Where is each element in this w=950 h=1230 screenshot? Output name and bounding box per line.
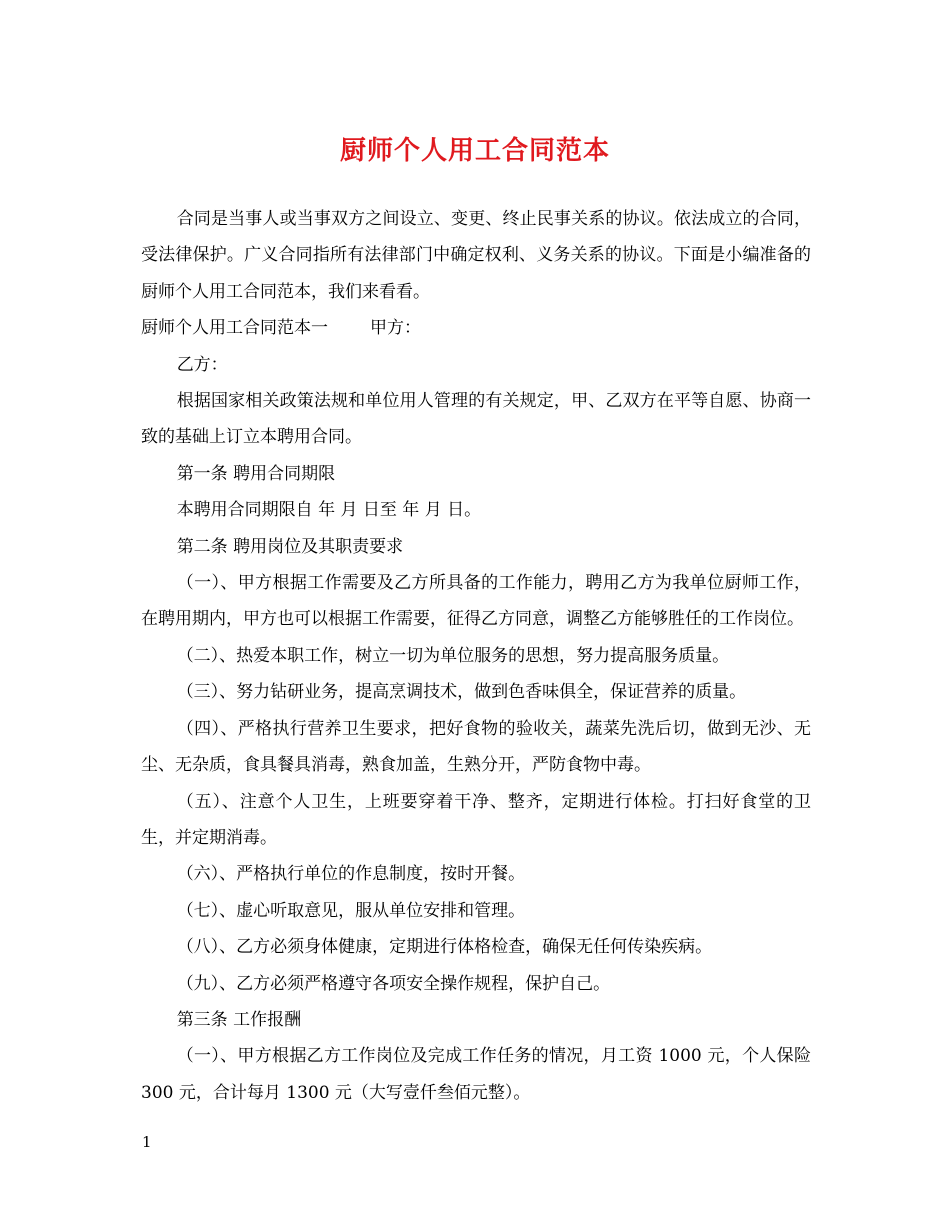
article-2-item: （八）、乙方必须身体健康，定期进行体格检查，确保无任何传染疾病。 — [176, 937, 713, 958]
section-heading-line — [141, 310, 811, 346]
article-2-item: （三）、努力钻研业务，提高烹调技术，做到色香味俱全，保证营养的质量。 — [176, 682, 747, 703]
party-a-label: 甲方： — [370, 318, 421, 339]
document-body — [141, 201, 811, 1111]
party-b-label: 乙方： — [176, 354, 228, 375]
article-2-title: 第二条 聘用岗位及其职责要求 — [176, 536, 404, 557]
article-1-title: 第一条 聘用合同期限 — [176, 463, 336, 484]
preamble-paragraph: 根据国家相关政策法规和单位用人管理的有关规定，甲、乙双方在平等自愿、协商一致的基础上订立本聘用合同。 — [141, 391, 811, 448]
article-2-item: （七）、虚心听取意见，服从单位安排和管理。 — [176, 900, 526, 921]
article-3-title: 第三条 工作报酬 — [176, 1009, 302, 1030]
article-2-item: （五）、注意个人卫生，上班要穿着干净、整齐，定期进行体检。打扫好食堂的卫生，并定期消毒。 — [141, 791, 811, 848]
article-2-item: （一）、甲方根据工作需要及乙方所具备的工作能力，聘用乙方为我单位厨师工作，在聘用期内，甲方也可以根据工作需要，征得乙方同意，调整乙方能够胜任的工作岗位。 — [141, 573, 811, 630]
article-1-text: 本聘用合同期限自 年 月 日至 年 月 日。 — [176, 500, 482, 521]
article-2-item: （九）、乙方必须严格遵守各项安全操作规程，保护自己。 — [176, 973, 611, 994]
article-2-item: （二）、热爱本职工作，树立一切为单位服务的思想，努力提高服务质量。 — [176, 645, 730, 666]
document-title: 厨师个人用工合同范本 — [339, 136, 610, 166]
article-2-item: （四）、严格执行营养卫生要求，把好食物的验收关，蔬菜先洗后切，做到无沙、无尘、无杂质，食具餐具消毒，熟食加盖，生熟分开，严防食物中毒。 — [141, 718, 811, 776]
article-3-item: （一）、甲方根据乙方工作岗位及完成工作任务的情况，月工资 1000 元，个人保险 300 元，合计每月 1300 元（大写壹仟叁佰元整）。 — [141, 1046, 811, 1103]
section-heading: 厨师个人用工合同范本一 — [141, 318, 328, 339]
page-number: 1 — [142, 1133, 152, 1151]
article-2-item: （六）、严格执行单位的作息制度，按时开餐。 — [176, 864, 526, 885]
intro-paragraph: 合同是当事人或当事双方之间设立、变更、终止民事关系的协议。依法成立的合同，受法律保护。广义合同指所有法律部门中确定权利、义务关系的协议。下面是小编准备的厨师个人用工合同范本，我们来看看。 — [141, 209, 811, 302]
